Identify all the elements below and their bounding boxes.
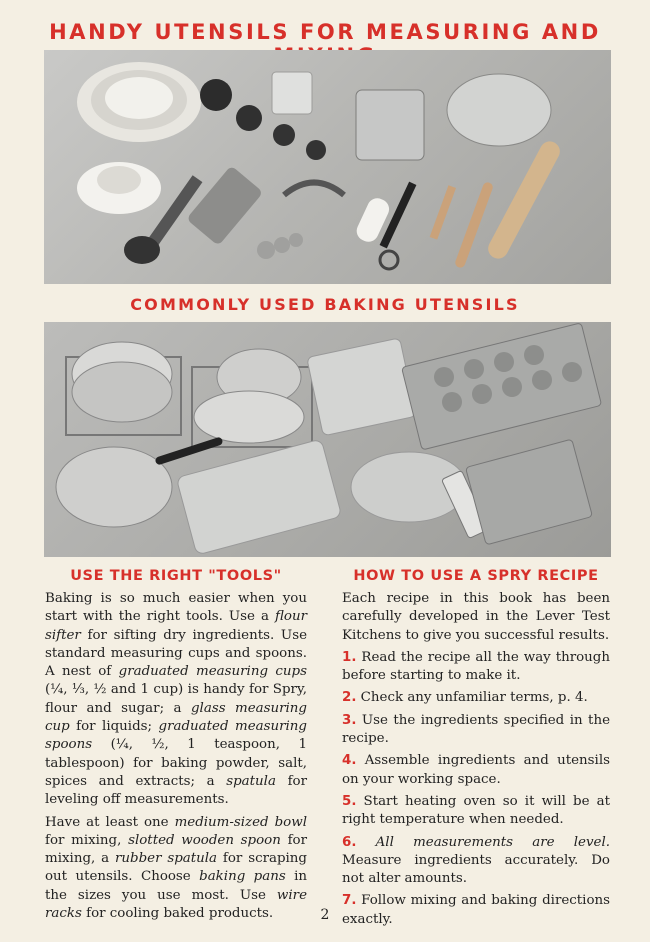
measuring-utensils-photo bbox=[44, 50, 611, 284]
italic-term: glass measuring cup bbox=[45, 700, 308, 735]
step-number: 6. bbox=[342, 834, 357, 850]
text-run bbox=[356, 835, 375, 850]
text-run: for leveling off measurements. bbox=[45, 773, 307, 808]
left-column-heading: USE THE RIGHT "TOOLS" bbox=[70, 568, 282, 584]
text-run: for liquids; bbox=[69, 719, 159, 735]
recipe-intro: Each recipe in this book has been carefully developed in the Lever Test Kitchens to give you successful results. bbox=[342, 591, 610, 643]
italic-term: flour sifter bbox=[45, 609, 307, 643]
text-run: for mixing, bbox=[45, 832, 129, 848]
text-run: Use the ingredients specified in the recipe. bbox=[342, 712, 610, 747]
recipe-step bbox=[342, 834, 610, 889]
baking-utensils-photo bbox=[44, 322, 611, 557]
left-column bbox=[45, 568, 307, 927]
text-run: for cooling baked products. bbox=[81, 906, 274, 922]
italic-term: baking pans bbox=[199, 869, 286, 885]
step-number: 1. bbox=[342, 649, 357, 665]
italic-term: medium-sized bowl bbox=[174, 814, 307, 830]
text-run: Measure ingredients accurately. Do not alter amounts. bbox=[342, 852, 610, 887]
step-number: 4. bbox=[342, 753, 357, 769]
text-run: Read the recipe all the way through before starting to make it. bbox=[342, 649, 610, 684]
italic-term: slotted wooden spoon bbox=[128, 832, 281, 848]
recipe-step bbox=[342, 649, 610, 686]
recipe-step bbox=[342, 752, 610, 789]
text-run: Start heating oven so it will be at right temperature when needed. bbox=[342, 793, 610, 828]
step-number: 7. bbox=[342, 893, 357, 909]
text-run: Have at least one bbox=[45, 814, 175, 830]
step-number: 2. bbox=[342, 690, 357, 706]
step-number: 5. bbox=[342, 793, 357, 809]
text-run: Check any unfamiliar terms, p. 4. bbox=[356, 690, 588, 706]
recipe-step bbox=[342, 689, 610, 707]
italic-term: spatula bbox=[226, 773, 276, 789]
text-run: (¼, ⅓, ½ and 1 cup) is handy for Spry, flour and sugar; a bbox=[45, 682, 307, 716]
text-run: Follow mixing and baking directions exactly. bbox=[342, 893, 610, 927]
italic-term: graduated measuring spoons bbox=[45, 719, 307, 753]
step-number: 3. bbox=[342, 712, 357, 728]
text-run: in the sizes you use most. Use bbox=[45, 869, 307, 903]
italic-term: All measurements are level. bbox=[375, 834, 610, 850]
tools-paragraph-1 bbox=[45, 590, 307, 810]
recipe-step bbox=[342, 793, 610, 830]
text-run: for sifting dry ingredients. Use standard measuring cups and spoons. A nest of bbox=[45, 627, 307, 680]
text-run: Assemble ingredients and utensils on your working space. bbox=[342, 753, 610, 787]
italic-term: graduated measuring cups bbox=[118, 664, 307, 680]
section-title-baking-utensils: COMMONLY USED BAKING UTENSILS bbox=[130, 295, 520, 314]
page-number: 2 bbox=[320, 907, 330, 923]
recipe-steps bbox=[342, 649, 610, 929]
text-run: Baking is so much easier when you start with the right tools. Use a bbox=[45, 591, 307, 625]
recipe-step bbox=[342, 712, 610, 749]
italic-term: wire racks bbox=[45, 887, 307, 922]
text-run: (¼, ½, 1 teaspoon, 1 tablespoon) for baking powder, salt, spices and extracts; a bbox=[45, 737, 307, 789]
italic-term: rubber spatula bbox=[114, 851, 218, 867]
page-title: HANDY UTENSILS FOR MEASURING AND bbox=[49, 20, 601, 44]
right-column bbox=[342, 568, 610, 933]
text-run: for scraping out utensils. Choose bbox=[45, 851, 307, 885]
right-column-heading: HOW TO USE A SPRY RECIPE bbox=[353, 568, 599, 584]
text-run: for mixing, a bbox=[45, 832, 307, 867]
